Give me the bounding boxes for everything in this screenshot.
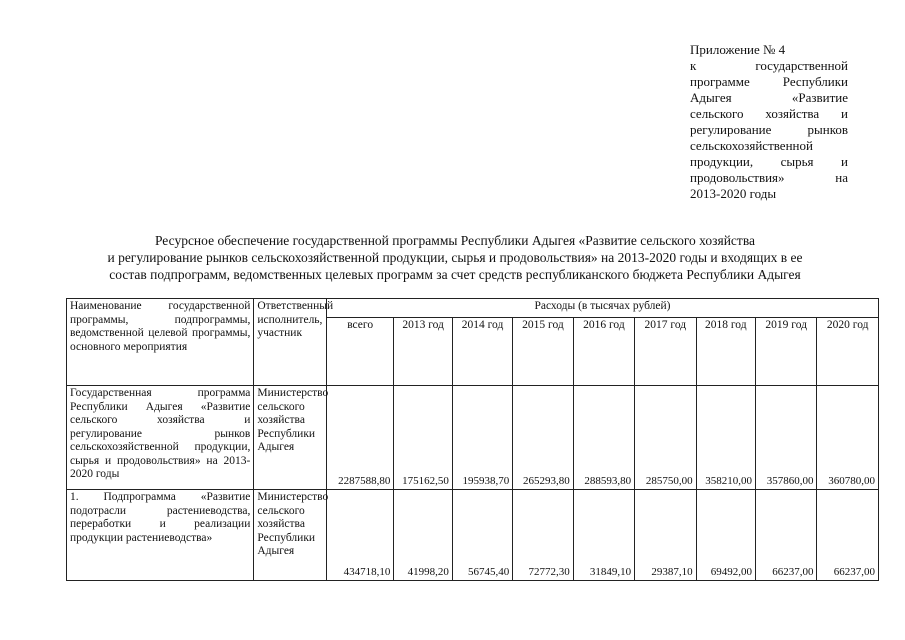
row-value: 288593,80 bbox=[573, 386, 634, 490]
header-responsible: Ответственный исполнитель, участник bbox=[254, 299, 327, 386]
row-value: 265293,80 bbox=[513, 386, 573, 490]
row-total: 434718,10 bbox=[326, 490, 393, 581]
appendix-line: продовольствия» на bbox=[690, 170, 848, 185]
row-value: 358210,00 bbox=[696, 386, 755, 490]
budget-table bbox=[66, 298, 879, 581]
row-value: 66237,00 bbox=[817, 490, 879, 581]
row-total: 2287588,80 bbox=[326, 386, 393, 490]
header-row bbox=[67, 299, 879, 318]
appendix-line: Приложение № 4 bbox=[690, 42, 786, 57]
row-value: 175162,50 bbox=[394, 386, 452, 490]
header-year: 2016 год bbox=[573, 317, 634, 385]
title-line: и регулирование рынков сельскохозяйственной продукции, сырья и продовольствия» на 2013-2020 годы и входящих в ее bbox=[107, 250, 803, 265]
appendix-line: Адыгея «Развитие bbox=[690, 90, 848, 105]
row-value: 41998,20 bbox=[394, 490, 452, 581]
appendix-header bbox=[690, 42, 848, 202]
header-year: 2017 год bbox=[635, 317, 696, 385]
row-name: 1. Подпрограмма «Развитие подотрасли растениеводства, переработки и реализации продукции растениеводства» bbox=[67, 490, 254, 581]
appendix-line: 2013-2020 годы bbox=[690, 186, 777, 201]
header-name: Наименование государственной программы, подпрограммы, ведомственной целевой программы, основного мероприятия bbox=[67, 299, 254, 386]
header-year: 2018 год bbox=[696, 317, 755, 385]
appendix-line: сельского хозяйства и bbox=[690, 106, 848, 121]
document-title bbox=[60, 232, 850, 283]
row-value: 31849,10 bbox=[573, 490, 634, 581]
title-line: Ресурсное обеспечение государственной программы Республики Адыгея «Развитие сельского хозяйства bbox=[154, 233, 756, 248]
table-row bbox=[67, 490, 879, 581]
row-name: Государственная программа Республики Адыгея «Развитие сельского хозяйства и регулирование рынков сельскохозяйственной продукции, сырья и продовольствия» на 2013-2020 годы bbox=[67, 386, 254, 490]
row-value: 195938,70 bbox=[452, 386, 512, 490]
header-year: 2020 год bbox=[817, 317, 879, 385]
header-total: всего bbox=[326, 317, 393, 385]
header-year: 2014 год bbox=[452, 317, 512, 385]
row-value: 29387,10 bbox=[635, 490, 696, 581]
row-responsible: Министерство сельского хозяйства Республики Адыгея bbox=[254, 386, 327, 490]
row-value: 66237,00 bbox=[756, 490, 817, 581]
appendix-line: регулирование рынков bbox=[690, 122, 848, 137]
table-row bbox=[67, 386, 879, 490]
title-line: состав подпрограмм, ведомственных целевых программ за счет средств республиканского бюджета Республики Адыгея bbox=[109, 267, 801, 282]
appendix-line: программе Республики bbox=[690, 74, 848, 89]
header-expenses: Расходы (в тысячах рублей) bbox=[326, 299, 878, 318]
header-year: 2019 год bbox=[756, 317, 817, 385]
appendix-line: продукции, сырья и bbox=[690, 154, 848, 169]
row-responsible: Министерство сельского хозяйства Республики Адыгея bbox=[254, 490, 327, 581]
row-value: 360780,00 bbox=[817, 386, 879, 490]
appendix-line: сельскохозяйственной bbox=[690, 138, 813, 153]
row-value: 72772,30 bbox=[513, 490, 573, 581]
header-year: 2015 год bbox=[513, 317, 573, 385]
header-year: 2013 год bbox=[394, 317, 452, 385]
row-value: 357860,00 bbox=[756, 386, 817, 490]
row-value: 285750,00 bbox=[635, 386, 696, 490]
appendix-line: к государственной bbox=[690, 58, 848, 73]
row-value: 69492,00 bbox=[696, 490, 755, 581]
row-value: 56745,40 bbox=[452, 490, 512, 581]
